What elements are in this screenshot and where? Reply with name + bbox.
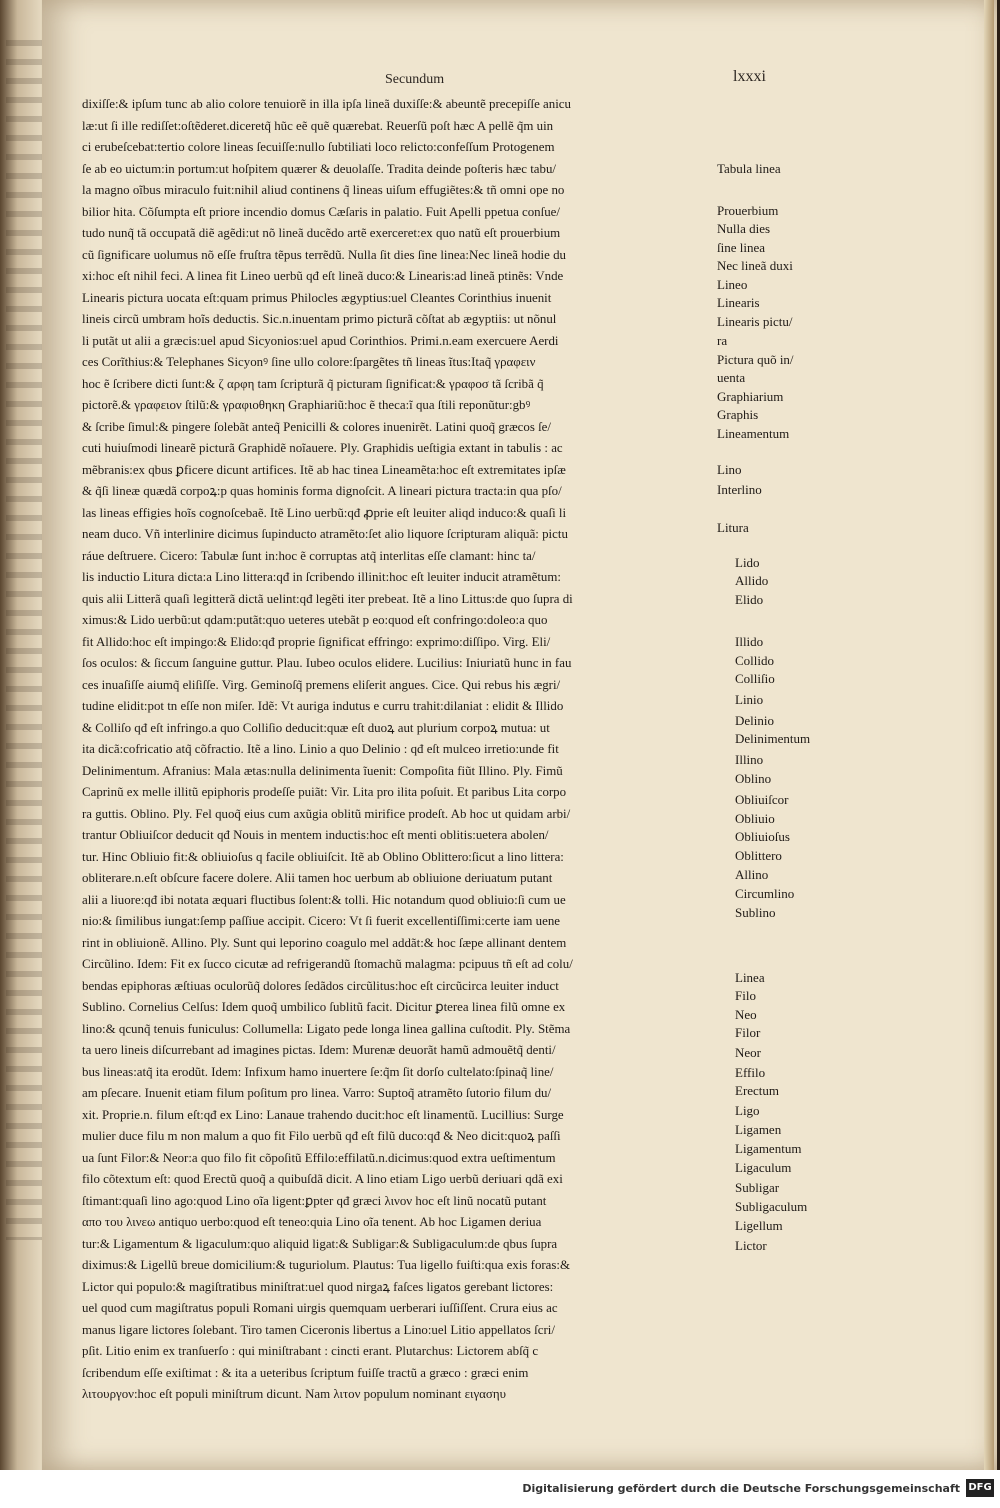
text-line: manus ligare lictores ſolebant. Tiro tamen Ciceronis libertus a Lino:uel Litio appellatos ſcri/ (82, 1322, 555, 1337)
text-line: cũ ſignificare uolumus nõ eſſe fruſtra tẽpus terrẽdũ. Nulla ſit dies ſine linea:Nec lineã hodie du (82, 247, 566, 262)
margin-note: Obliuiſcor (735, 792, 789, 807)
margin-note: Circumlino (735, 886, 795, 901)
text-line: ta uero lineis diſcurrebant ad imagines pictas. Idem: Murenæ deuorãt hamũ admouẽtq̃ denti/ (82, 1043, 556, 1057)
footer-bar (0, 1470, 1000, 1508)
text-line: Linearis pictura uocata eſt:quam primus Philocles ægyptius:uel Cleantes Corinthius inuenit (82, 290, 552, 305)
margin-note: Lictor (735, 1238, 767, 1253)
text-line: ſcribendum eſſe exiſtimat : & ita a ueteribus ſcriptum fuiſſe tractũ a græco : græci enim (82, 1365, 529, 1380)
margin-note: Obliuio (735, 811, 775, 826)
margin-note: Erectum (735, 1083, 780, 1098)
margin-note: Subligar (735, 1180, 780, 1195)
text-line: tur:& Ligamentum & ligaculum:quo aliquid ligat:& Subligar:& Subligaculum:de qbus ſupra (82, 1236, 558, 1251)
margin-note: Illino (735, 752, 764, 767)
text-line: li putãt ut alii a græcis:uel apud Sicyonios:uel apud Corinthios. Primi.n.eam exercuere Aerdi (82, 333, 559, 348)
margin-note: Oblino (735, 771, 772, 786)
margin-note: Allino (735, 867, 769, 882)
margin-note: Pictura quõ in/ (717, 352, 794, 367)
text-line: xit. Proprie.n. filum eſt:qđ ex Lino: Lanaue trahendo ducit:hoc eſt linamentũ. Lucillius: Surge (82, 1107, 564, 1122)
margin-note: Ligellum (735, 1218, 783, 1233)
text-line: trantur Obliuiſcor deducit qđ Nouis in mentem inductis:hoc eſt menti oblitis:uetera abolen/ (82, 828, 549, 842)
margin-note: Delinimentum (735, 731, 811, 746)
margin-note: Sublino (735, 905, 776, 920)
margin-note: Linea (735, 970, 765, 985)
footer-credit: Digitalisierung gefördert durch die Deutsche Forschungsgemeinschaft (522, 1482, 960, 1495)
margin-note: Lino (717, 462, 742, 477)
text-line: hoc ẽ ſcribere dicti ſunt:& ζ αρφη tam ſcripturã q̃ picturam ſignificat:& γραφοσ tã ſcribã q̃ (82, 376, 544, 391)
text-line: ci erubeſcebat:tertio colore lineas ſecuiſſe:nullo ſubtiliati loco relicto:confeſſum Protogenem (82, 140, 555, 154)
margin-note: ra (717, 333, 728, 348)
margin-note: Allido (735, 573, 769, 588)
margin-note: uenta (717, 370, 746, 385)
text-line: lineis circũ umbram hoĩs deductis. Sic.n.inuentam primo picturã cõſtat ab ægyptiis: ut nõnul (82, 312, 557, 326)
margin-note: Litura (717, 520, 749, 535)
margin-note: Filo (735, 988, 756, 1003)
text-line: ſe ab eo uictum:in portum:ut hoſpitem quærer & deuolaſſe. Tradita deinde poſteris hæc tabu/ (82, 161, 557, 176)
text-line: mẽbranis:ex qbus ꝑficere dicunt artifices. Itẽ ab hac tinea Lineamẽta:hoc eſt extremitates ipſæ (82, 462, 566, 477)
text-line: & ſcribe ſimul:& pingere ſolebãt anteq̃ Penicilli & colores inuenirẽt. Latini quoq̃ græcos ſe/ (82, 419, 551, 434)
text-line: filo cõtextum eſt: quod Erectũ quoq̃ a quibuſdã dicit. A lino etiam Ligo uerbũ deriuari qdã exi (82, 1172, 563, 1186)
dfg-logo: DFG (966, 1479, 994, 1497)
text-line: ximus:& Lido uerbũ:ut qdam:putãt:quo ueteres utebãt p eo:quod eſt confringo:doleo:a quo (82, 613, 548, 627)
text-line: ſtimant:quaſi lino ago:quod Lino oĩa ligent:ꝑpter qđ græci λινον hoc eſt linũ nocatũ putant (82, 1193, 547, 1208)
text-line: λιτουργον:hoc eſt populi miniſtrum dicunt. Nam λιτον populum nominant ειγασηυ (82, 1387, 507, 1401)
text-line: fit Allido:hoc eſt impingo:& Elido:qđ proprie ſignificat effringo: exprimo:diſſipo. Virg. Eli/ (82, 634, 551, 649)
text-line: pictorẽ.& γραφειον ſtilũ:& γραφιοθηκη Graphiariũ:hoc ẽ theca:ĩ qua ſtili reponũtur:gbꝰ (82, 398, 531, 412)
text-line: la magno oĩbus miraculo fuit:nihil aliud continens q̃ lineas uiſum effugiẽtes:& tñ omni ope no (82, 183, 565, 197)
text-line: Delinimentum. Afranius: Mala ætas:nulla delinimenta ĩuenit: Compoſita fiũt Illino. Ply. Fimũ (82, 763, 563, 778)
margin-note: Graphiarium (717, 389, 784, 404)
text-line: ua ſunt Filor:& Neor:a quo filo fit cõpoſitũ Effilo:effilatũ.n.dicimus:quod extra ueſtimentum (82, 1150, 556, 1165)
text-line: tur. Hinc Obliuio fit:& obliuioſus q facile obliuiſcit. Itẽ ab Oblino Oblittero:ſicut a lino littera: (82, 849, 564, 864)
text-line: ita dicã:cofricatio atq̃ cõfractio. Itẽ a lino. Linio a quo Delinio : qđ eſt mulceo irretio:unde fit (82, 742, 559, 756)
text-line: tudo nunq̃ tã occupatã diẽ agẽdi:ut nõ lineã ducẽdo artẽ exerceret:ex quo natũ eſt prouerbium (82, 226, 561, 240)
text-line: læ:ut ſi ille rediſſet:oſtẽderet.diceretq̃ hũc eẽ quẽ quærebat. Reuerſũ poſt hæc A pellẽ q̃m uin (82, 118, 554, 133)
margin-note: Ligo (735, 1103, 760, 1118)
margin-note: Filor (735, 1025, 761, 1040)
margin-note: Delinio (735, 713, 774, 728)
margin-note: Ligamentum (735, 1141, 802, 1156)
margin-note: Illido (735, 634, 764, 649)
text-line: bus lineas:atq̃ ita erodũt. Idem: Infixum hamo inuertere ſe:q̃m ſit dorſo cultelato:ſpinaq̃ line/ (82, 1064, 554, 1079)
margin-note: Lineamentum (717, 426, 790, 441)
margin-note: Lineo (717, 277, 748, 292)
margin-note: Prouerbium (717, 203, 779, 218)
text-line: mulier duce filu m non malum a quo fit Filo uerbũ qđ eſt filũ duco:qđ & Neo dicit:quoꝝ paſſi (82, 1129, 561, 1143)
text-line: Caprinũ ex melle illitũ epiphoris prodeſſe puiãt: Vir. Lita pro ilita poſuit. Et paribus Lita corpo (82, 785, 567, 799)
margin-note: Obliuioſus (735, 829, 790, 844)
text-line: alii a liuore:qđ ibi notata æquari fluctibus ſolent:& tolli. Hic notandum quod obliuio:ſi cum ue (82, 892, 566, 907)
margin-note: Ligamen (735, 1122, 782, 1137)
margin-note: Nulla dies (717, 221, 771, 236)
text-line: ſos oculos: & ſiccum ſanguine guttur. Plau. Iubeo oculos elidere. Lucilius: Iniuriatũ hunc in fau (82, 656, 572, 670)
text-line: Lictor qui populo:& magiſtratibus miniſtrat:uel quod nirgaꝝ faſces ligatos gerebant lictores: (82, 1279, 554, 1294)
margin-note: Colliſio (735, 671, 775, 686)
text-line: nio:& ſimilibus iungat:ſemp paſſiue accipit. Cicero: Vt ſi fuerit excellentiſſimi:certe iam uene (82, 914, 561, 928)
text-line: rint in obliuionẽ. Allino. Ply. Sunt qui leporino coagulo mel addãt:& hoc ſæpe allinant dentem (82, 935, 567, 950)
margin-note: Linearis pictu/ (717, 314, 793, 329)
text-line: am pſecare. Inuenit etiam filum poſitum pro linea. Varro: Suptoq̃ atramẽto ſutorio filum du/ (82, 1086, 552, 1100)
text-line: Sublino. Cornelius Celſus: Idem quoq̃ umbilico ſublitũ facit. Dicitur ꝑterea linea filũ omne ex (82, 1000, 566, 1014)
folio-number: lxxxi (733, 68, 766, 85)
text-line: las lineas effigies hoĩs cognoſcebaẽ. Itẽ Lino uerbũ:qđ ꝓprie eſt leuiter aliqd induco:& quaſi li (82, 505, 567, 520)
text-line: uel quod cum magiſtratus populi Romani uirgis quemquam uerberari iuſſiſſent. Crura eius ac (82, 1301, 558, 1315)
text-line: obliterare.n.eſt obſcure facere dolere. Alii tamen hoc uerbum ab obliuione deriuatum putant (82, 871, 553, 885)
margin-note: Collido (735, 653, 775, 668)
margin-note: Neor (735, 1045, 761, 1060)
text-line: Circũlino. Idem: Fit ex ſucco cicutæ ad refrigerandũ ſtomachũ malagma: pcipuus tñ eſt ad colu/ (82, 957, 573, 971)
text-line: lis inductio Litura dicta:a Lino littera:qđ in ſcribendo illinit:hoc eſt leuiter inducit atramẽtum: (82, 570, 561, 584)
margin-note: Elido (735, 592, 764, 607)
text-line: neam duco. Vñ interlinire dicimus ſupinducto atramẽto:ſet alio liquore ſcripturam aliquã: pictu (82, 527, 568, 541)
text-line: lino:& qcunq̃ tenuis funiculus: Collumella: Ligato pede longa linea gallina cuſtodit. Ply. Stẽma (82, 1021, 571, 1036)
margin-note: Subligaculum (735, 1199, 808, 1214)
margin-note: Nec lineã duxi (717, 258, 793, 273)
text-line: ráue deſtruere. Cicero: Tabulæ ſunt in:hoc ẽ corruptas atq̃ interlitas eſſe clamant: hinc ta/ (82, 548, 536, 563)
margin-note: Ligaculum (735, 1160, 792, 1175)
margin-note: Interlino (717, 482, 762, 497)
text-line: ra guttis. Oblino. Ply. Fel quoq̃ eius cum axũgia oblitũ mirifice prodeſt. Ab hoc ut quidam arbi/ (82, 806, 571, 821)
margin-note: Lido (735, 555, 760, 570)
text-line: bendas epiphoras æſtiuas oculorũq̃ dolores ſedãdos circũlitus:hoc eſt circũcirca leuiter induct (82, 978, 559, 993)
running-head: Secundum (385, 72, 445, 87)
text-line: xi:hoc eſt nihil feci. A linea fit Lineo uerbũ qđ eſt lineã duco:& Linearis:ad lineã ptinẽs: Vnde (82, 269, 564, 283)
main-text-column (82, 94, 722, 1406)
text-line: tudine elidit:pot tn eſſe non miſer. Idẽ: Vt auriga indutus e curru trahit:dilaniat : elidit & Illido (82, 699, 564, 713)
text-line: cuti huiuſmodi linearẽ picturã Graphidẽ noĩauere. Ply. Graphidis ueſtigia extant in tabulis : ac (82, 441, 563, 455)
margin-note: Tabula linea (717, 161, 781, 176)
margin-note: Effilo (735, 1065, 766, 1080)
text-line: & Colliſo qđ eſt infringo.a quo Colliſio deducit:quæ eſt duoꝝ aut plurium corpoꝝ mutua: ut (82, 720, 550, 735)
text-line: diximus:& Ligellũ breue domicilium:& tuguriolum. Plautus: Tua ligello fuiſti:qua exis foras:& (82, 1258, 571, 1272)
text-line: bilior hita. Cõſumpta eſt priore incendio domus Cæſaris in palatio. Fuit Apelli ppetua conſue/ (82, 204, 560, 219)
margin-note: Linearis (717, 295, 760, 310)
margin-note: ſine linea (717, 240, 766, 255)
text-line: dixiſſe:& ipſum tunc ab alio colore tenuiorẽ in illa ipſa lineã duxiſſe:& abeuntẽ precepiſſe anicu (82, 97, 571, 111)
text-line: απο του λινεω antiquo uerbo:quod eſt teneo:quia Lino oĩa tenent. Ab hoc Ligamen deriua (82, 1215, 542, 1229)
margin-note: Linio (735, 692, 764, 707)
text-line: ces Corĩthius:& Telephanes Sicyonꝰ ſine ullo colore:ſpargẽtes tñ lineas ĩtus:Itaq̃ γραφειν (82, 355, 536, 369)
text-line: ces inuaſiſſe aiumq̃ eliſiſſe. Virg. Geminoſq̃ premens eliſerit angues. Cice. Qui rebus his ægri/ (82, 677, 561, 692)
margin-note: Oblittero (735, 848, 782, 863)
margin-note: Graphis (717, 407, 759, 422)
text-line: quis alii Litterã quaſi legitterã dictã uelint:qđ legẽti iter prebeat. Itẽ a lino Littus:de quo ſupra di (82, 591, 573, 606)
page-fore-edge (984, 0, 994, 1470)
margin-note: Neo (735, 1007, 757, 1022)
text-line: & q̃ſi lineæ quædã corpoꝝ:p quas hominis forma dignoſcit. A lineari pictura tracta:in qua pſo/ (82, 484, 562, 498)
text-line: pſit. Litio enim ex tranſuerſo : qui miniſtrabant : cincti erant. Plutarchus: Lictorem abſq̃ c (82, 1344, 539, 1358)
